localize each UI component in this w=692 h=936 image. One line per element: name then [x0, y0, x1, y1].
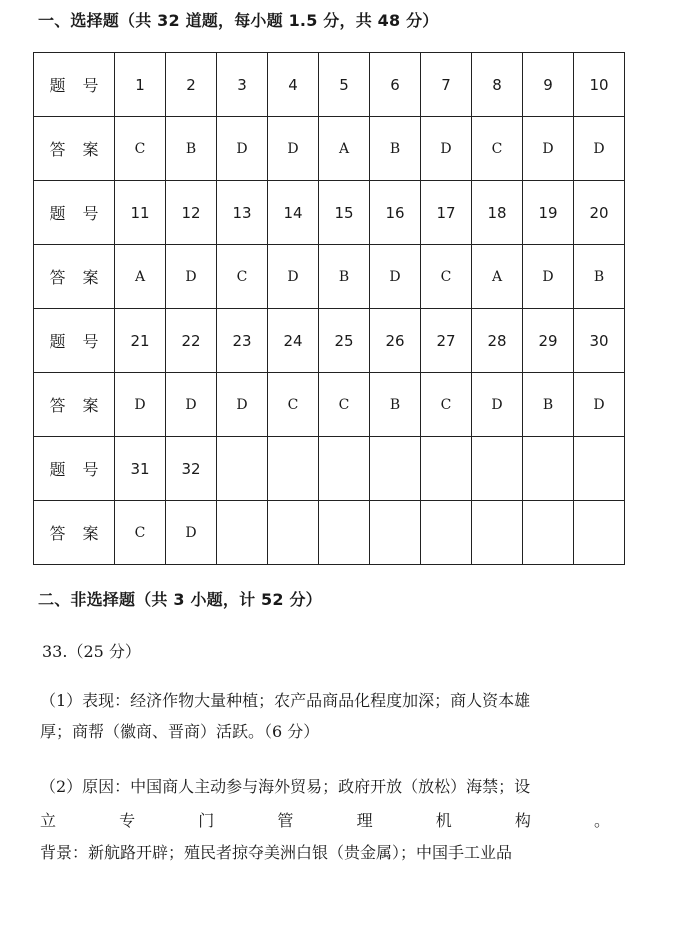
- table-cell-number: 2: [166, 53, 217, 117]
- table-cell-number: 1: [115, 53, 166, 117]
- table-cell-number: 16: [370, 181, 421, 245]
- table-cell-number: 23: [217, 309, 268, 373]
- table-cell-answer: B: [370, 373, 421, 437]
- table-cell-number: 27: [421, 309, 472, 373]
- table-cell-answer: A: [115, 245, 166, 309]
- table-cell-answer: C: [268, 373, 319, 437]
- table-cell-answer: D: [268, 245, 319, 309]
- table-cell-number: 24: [268, 309, 319, 373]
- row-label-number: 题 号: [34, 53, 115, 117]
- table-cell-answer: D: [523, 245, 574, 309]
- table-row-answer: [34, 245, 625, 309]
- justified-char: 理: [356, 811, 373, 830]
- justified-char: 管: [277, 811, 294, 830]
- table-cell-number: 21: [115, 309, 166, 373]
- table-row-answer: [34, 373, 625, 437]
- section-2-heading: 二、非选择题（共 3 小题，计 52 分）: [38, 590, 322, 609]
- table-cell-answer: D: [370, 245, 421, 309]
- table-cell-number: [523, 437, 574, 501]
- table-cell-answer: D: [166, 501, 217, 565]
- table-cell-number: 25: [319, 309, 370, 373]
- table-cell-answer: [319, 501, 370, 565]
- table-cell-answer: D: [574, 117, 625, 181]
- table-row-number: [34, 437, 625, 501]
- table-cell-number: 22: [166, 309, 217, 373]
- table-row-number: [34, 181, 625, 245]
- table-cell-number: 32: [166, 437, 217, 501]
- table-cell-answer: B: [370, 117, 421, 181]
- table-cell-answer: D: [166, 245, 217, 309]
- row-label-number: 题 号: [34, 309, 115, 373]
- table-cell-number: 15: [319, 181, 370, 245]
- question-33-part-2-line-2: [40, 811, 610, 831]
- answer-table: [33, 52, 625, 565]
- table-row-answer: [34, 501, 625, 565]
- table-cell-answer: B: [574, 245, 625, 309]
- table-cell-answer: B: [319, 245, 370, 309]
- table-cell-number: 3: [217, 53, 268, 117]
- table-cell-number: 8: [472, 53, 523, 117]
- table-cell-answer: [370, 501, 421, 565]
- table-cell-number: 28: [472, 309, 523, 373]
- row-label-answer: 答 案: [34, 501, 115, 565]
- table-cell-answer: D: [115, 373, 166, 437]
- table-cell-number: [421, 437, 472, 501]
- table-cell-number: 10: [574, 53, 625, 117]
- table-cell-answer: C: [115, 501, 166, 565]
- row-label-answer: 答 案: [34, 373, 115, 437]
- table-cell-number: 12: [166, 181, 217, 245]
- question-33-part-2-line-3: 背景：新航路开辟；殖民者掠夺美洲白银（贵金属）；中国手工业品: [40, 843, 513, 862]
- table-row-number: [34, 53, 625, 117]
- table-cell-number: 26: [370, 309, 421, 373]
- table-cell-number: 31: [115, 437, 166, 501]
- table-cell-answer: [421, 501, 472, 565]
- table-cell-number: 4: [268, 53, 319, 117]
- justified-char: 构: [514, 811, 531, 830]
- table-cell-answer: [523, 501, 574, 565]
- question-33-part-1-line-2: 厚；商帮（徽商、晋商）活跃。（6 分）: [40, 722, 320, 741]
- table-cell-number: 14: [268, 181, 319, 245]
- table-cell-number: 11: [115, 181, 166, 245]
- justified-char: 立: [40, 811, 57, 830]
- table-cell-number: 7: [421, 53, 472, 117]
- answer-table-body: [34, 53, 625, 565]
- table-cell-number: 9: [523, 53, 574, 117]
- justified-char: 专: [119, 811, 136, 830]
- table-cell-number: 19: [523, 181, 574, 245]
- table-cell-answer: D: [574, 373, 625, 437]
- table-cell-answer: C: [421, 245, 472, 309]
- section-1-heading: 一、选择题（共 32 道题，每小题 1.5 分，共 48 分）: [38, 11, 439, 30]
- table-cell-number: 18: [472, 181, 523, 245]
- table-cell-answer: D: [268, 117, 319, 181]
- table-row-answer: [34, 117, 625, 181]
- table-cell-answer: B: [523, 373, 574, 437]
- table-cell-answer: C: [421, 373, 472, 437]
- row-label-answer: 答 案: [34, 245, 115, 309]
- table-cell-answer: C: [319, 373, 370, 437]
- question-33-part-2-line-1: （2）原因：中国商人主动参与海外贸易；政府开放（放松）海禁；设: [40, 777, 531, 796]
- table-cell-answer: D: [217, 117, 268, 181]
- table-cell-number: 17: [421, 181, 472, 245]
- table-cell-number: [268, 437, 319, 501]
- table-cell-answer: C: [217, 245, 268, 309]
- justified-char: 门: [198, 811, 215, 830]
- table-row-number: [34, 309, 625, 373]
- justified-char: 。: [593, 811, 610, 830]
- table-cell-answer: D: [217, 373, 268, 437]
- table-cell-number: 29: [523, 309, 574, 373]
- table-cell-number: [319, 437, 370, 501]
- row-label-answer: 答 案: [34, 117, 115, 181]
- table-cell-number: [574, 437, 625, 501]
- row-label-number: 题 号: [34, 437, 115, 501]
- table-cell-answer: [472, 501, 523, 565]
- table-cell-number: 13: [217, 181, 268, 245]
- table-cell-answer: [574, 501, 625, 565]
- table-cell-answer: D: [421, 117, 472, 181]
- table-cell-answer: D: [523, 117, 574, 181]
- table-cell-answer: B: [166, 117, 217, 181]
- table-cell-answer: A: [319, 117, 370, 181]
- table-cell-answer: D: [472, 373, 523, 437]
- table-cell-number: [217, 437, 268, 501]
- justified-char: 机: [435, 811, 452, 830]
- table-cell-number: [472, 437, 523, 501]
- table-cell-answer: C: [472, 117, 523, 181]
- table-cell-number: [370, 437, 421, 501]
- row-label-number: 题 号: [34, 181, 115, 245]
- table-cell-answer: A: [472, 245, 523, 309]
- table-cell-answer: D: [166, 373, 217, 437]
- question-33-part-1-line-1: （1）表现：经济作物大量种植；农产品商品化程度加深；商人资本雄: [40, 691, 531, 710]
- table-cell-answer: C: [115, 117, 166, 181]
- table-cell-number: 30: [574, 309, 625, 373]
- table-cell-number: 5: [319, 53, 370, 117]
- table-cell-answer: [268, 501, 319, 565]
- question-33-header: 33.（25 分）: [42, 642, 141, 661]
- table-cell-number: 20: [574, 181, 625, 245]
- table-cell-number: 6: [370, 53, 421, 117]
- table-cell-answer: [217, 501, 268, 565]
